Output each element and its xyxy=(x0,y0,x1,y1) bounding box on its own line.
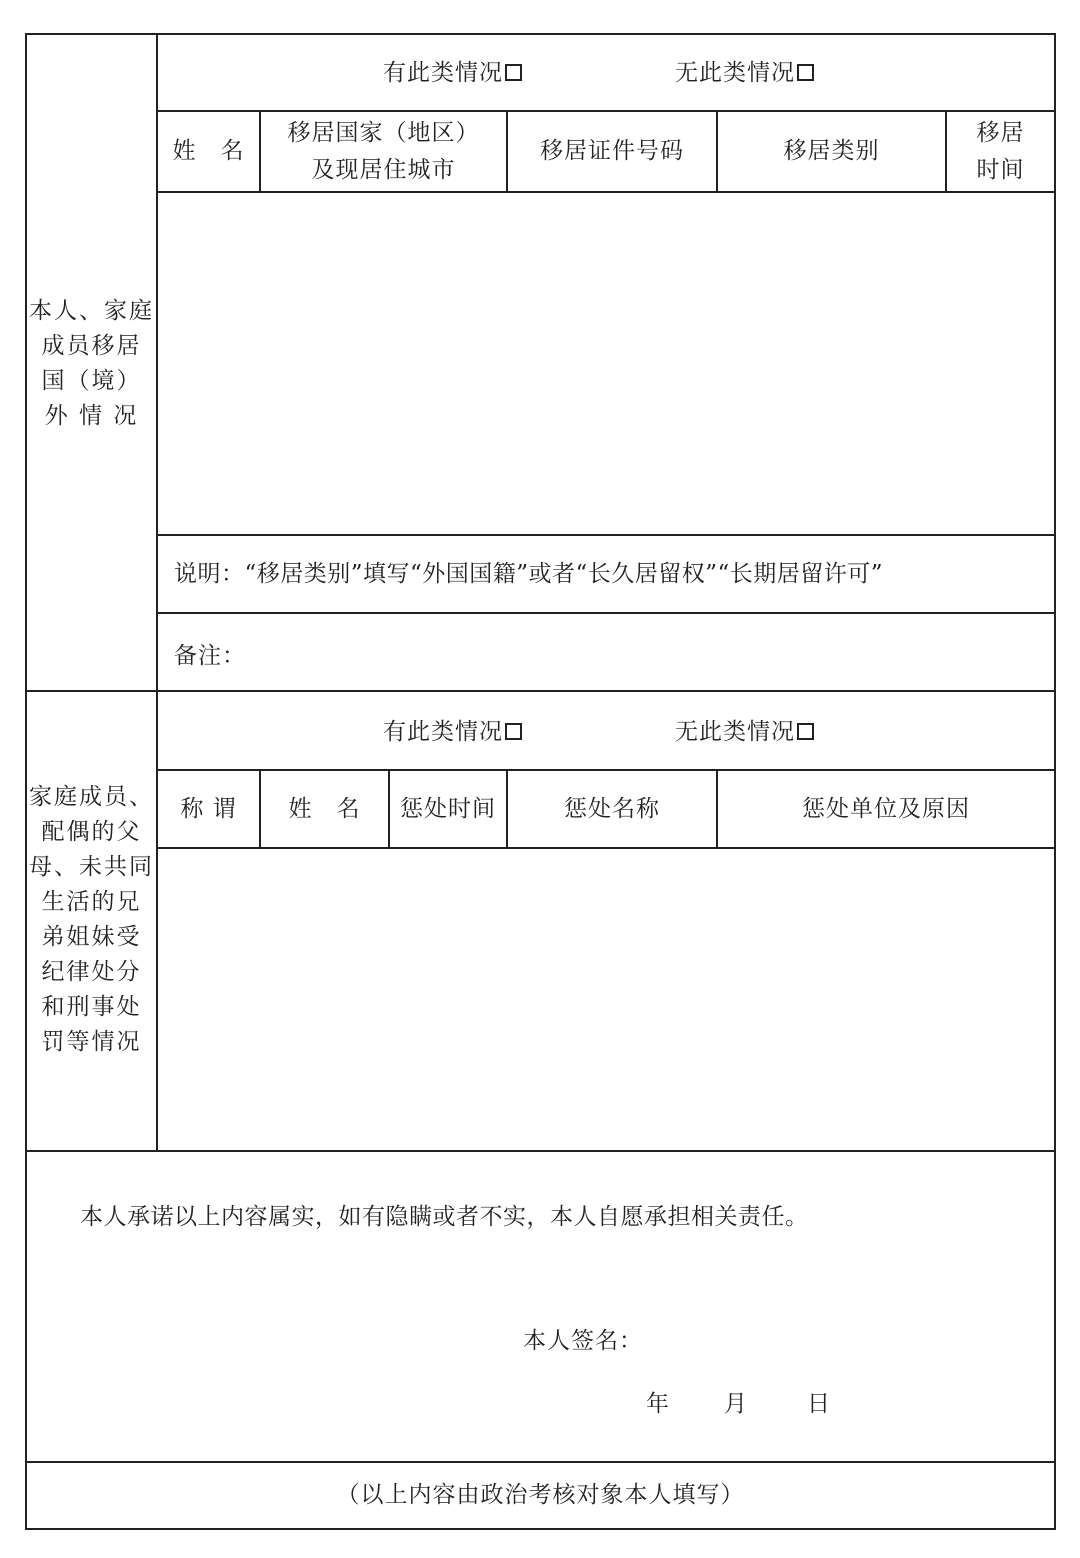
s1-header-time xyxy=(947,112,1054,191)
s2-no-case-checkbox[interactable] xyxy=(797,723,814,740)
s1-line-4 xyxy=(156,612,1056,614)
s1-header-time-line2: 时间 xyxy=(976,156,1025,183)
s2-data-area[interactable] xyxy=(158,849,1054,1150)
s2-header-relation: 称 谓 xyxy=(180,795,237,822)
s1-no-case-label: 无此类情况 xyxy=(675,60,795,86)
s2-has-case-checkbox[interactable] xyxy=(505,723,522,740)
border-top xyxy=(25,33,1056,35)
footer-note: （以上内容由政治考核对象本人填写） xyxy=(336,1482,745,1508)
s2-side-label-line: 生活的兄 xyxy=(41,889,142,915)
s2-bottom xyxy=(25,1150,1056,1152)
border-right xyxy=(1054,33,1056,1530)
s2-no-case-label: 无此类情况 xyxy=(675,719,795,745)
s1-header-category: 移居类别 xyxy=(783,138,880,164)
s1-side-label-line: 国（境） xyxy=(41,368,142,394)
s2-side-label-line: 和刑事处 xyxy=(41,994,142,1020)
s1-side-label-line: 本人、家庭 xyxy=(29,298,154,324)
s1-remark: 备注： xyxy=(174,643,246,669)
s2-side-label-line: 罚等情况 xyxy=(41,1029,142,1055)
s2-no-case-option xyxy=(675,721,814,744)
s2-has-case-label: 有此类情况 xyxy=(383,719,503,745)
s2-has-case-option xyxy=(383,721,522,744)
signature-label: 本人签名： xyxy=(523,1328,643,1354)
s2-side-label-line: 配偶的父 xyxy=(41,819,142,845)
s2-header-penalty-name: 惩处名称 xyxy=(564,795,660,822)
s1-line-3 xyxy=(156,534,1056,536)
s1-no-case-option xyxy=(675,62,814,85)
s1-has-case-option xyxy=(383,62,522,85)
signature-field[interactable] xyxy=(650,1322,1030,1362)
s2-header-penalty-unit-reason: 惩处单位及原因 xyxy=(802,795,970,822)
s1-has-case-checkbox[interactable] xyxy=(505,64,522,81)
s2-header-penalty-time: 惩处时间 xyxy=(400,795,496,822)
s2-header-name: 姓 名 xyxy=(288,795,361,822)
s2-side-label-line: 弟姐妹受 xyxy=(41,924,142,950)
date-month-label: 月 xyxy=(724,1391,748,1417)
s1-no-case-checkbox[interactable] xyxy=(797,64,814,81)
s1-note: 说明：“移居类别”填写“外国国籍”或者“长久居留权”“长期居留许可” xyxy=(174,561,884,587)
s1-header-document-number: 移居证件号码 xyxy=(540,138,684,164)
s1-data-area[interactable] xyxy=(158,193,1054,534)
s2-side-label xyxy=(26,780,157,1060)
s1-header-country-line1: 移居国家（地区） xyxy=(287,119,480,146)
s1-header-country-line2: 及现居住城市 xyxy=(311,156,456,183)
s1-side-label xyxy=(26,294,157,434)
s2-side-label-line: 纪律处分 xyxy=(41,959,142,985)
s1-header-time-line1: 移居 xyxy=(976,119,1025,146)
s1-header-name: 姓 名 xyxy=(172,138,245,164)
date-year-label: 年 xyxy=(646,1391,670,1417)
s1-side-label-line: 成员移居 xyxy=(41,333,142,359)
pledge-text: 本人承诺以上内容属实，如有隐瞒或者不实，本人自愿承担相关责任。 xyxy=(80,1204,809,1230)
date-day-label: 日 xyxy=(807,1391,831,1417)
section-divider xyxy=(25,690,1056,692)
s1-header-country xyxy=(261,112,506,191)
s1-has-case-label: 有此类情况 xyxy=(383,60,503,86)
s2-side-label-line: 家庭成员、 xyxy=(29,784,154,810)
s2-side-label-line: 母、未共同 xyxy=(29,854,154,880)
s1-side-label-line: 外 情 况 xyxy=(44,403,139,429)
border-bottom xyxy=(25,1528,1056,1530)
